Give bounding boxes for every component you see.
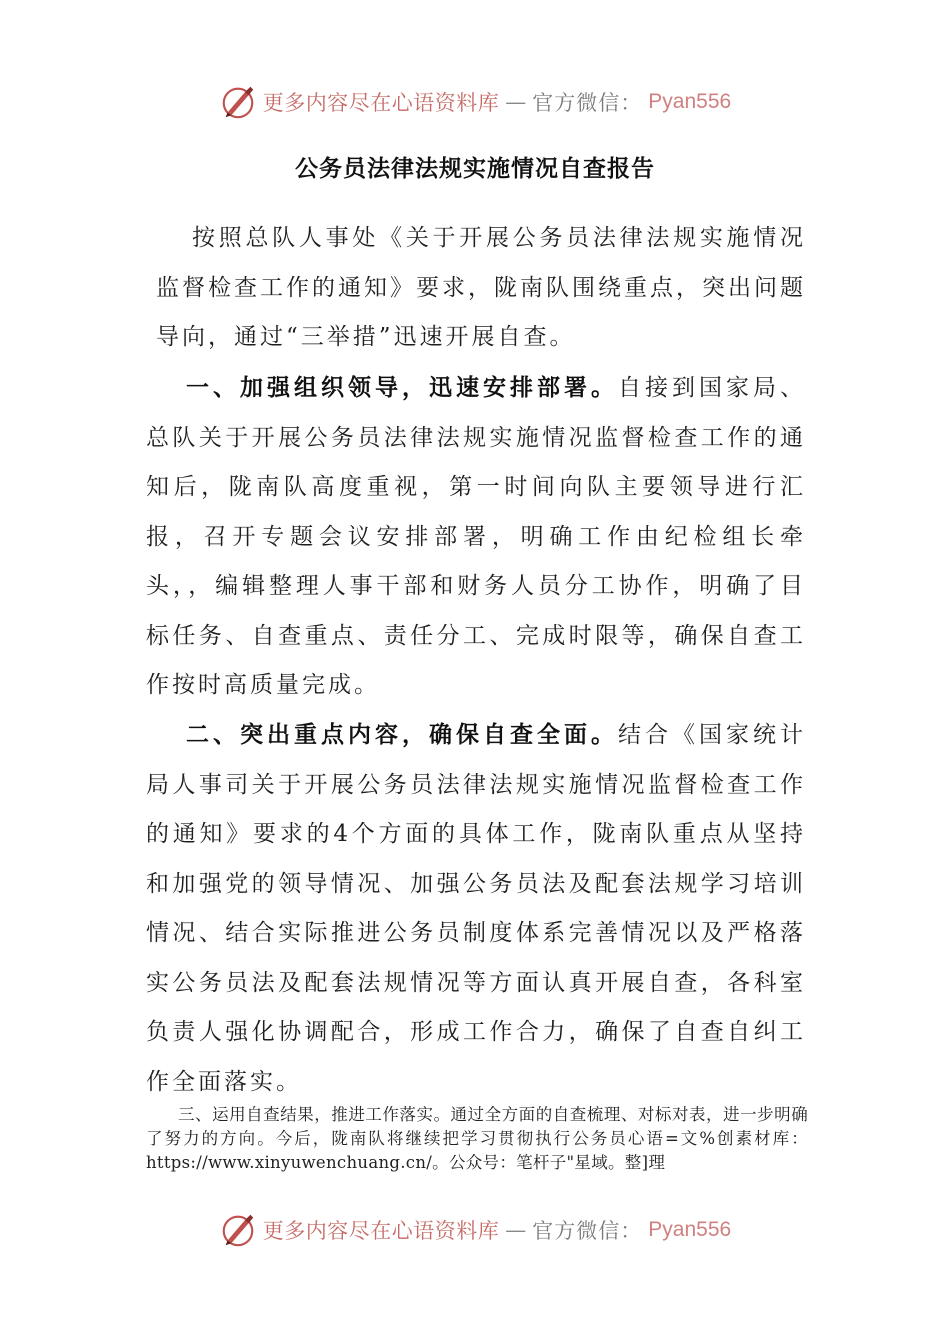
banner-dash: — [505,1218,527,1242]
banner-wechat-id: Pyan556 [648,90,732,113]
section-1-paragraph [146,363,806,711]
pen-logo-icon [219,1211,257,1249]
section-2-paragraph [146,710,806,1107]
footer-banner [0,1208,950,1252]
section-1-text: 自接到国家局、总队关于开展公务员法律法规实施情况监督检查工作的通知后，陇南队高度重视，第一时间向队主要领导进行汇报，召开专题会议安排部署，明确工作由纪检组长牵头，，编辑整理人事干部和财务人员分工协作，明确了目标任务、自查重点、责任分工、完成时限等，确保自查工作按时高质量完成。 [146,375,806,698]
section-3-paragraph: 三、运用自查结果，推进工作落实。通过全方面的自查梳理、对标对表，进一步明确了努力的方向。今后，陇南队将继续把学习贯彻执行公务员心语=文%创素材库：https://www.xinyuwenchuang.cn/。公众号：笔杆子"星域。整]理 [146,1105,808,1172]
section-1-heading: 一、加强组织领导，迅速安排部署。 [186,374,618,401]
banner-wechat-label: 官方微信： [532,1219,643,1243]
section-2-heading: 二、突出重点内容，确保自查全面。 [186,721,618,748]
banner-wechat-label: 官方微信： [532,91,643,115]
banner-text: 更多内容尽在心语资料库 [262,91,500,115]
intro-paragraph: 按照总队人事处《关于开展公务员法律法规实施情况监督检查工作的通知》要求，陇南队围绕重点，突出问题导向，通过“三举措”迅速开展自查。 [156,225,806,350]
pen-logo-icon [219,83,257,121]
header-banner [0,80,950,124]
document-title: 公务员法律法规实施情况自查报告 [295,156,655,182]
section-2-text: 结合《国家统计局人事司关于开展公务员法律法规实施情况监督检查工作的通知》要求的4个方面的具体工作，陇南队重点从坚持和加强党的领导情况、加强公务员法及配套法规学习培训情况、结合实际推进公务员制度体系完善情况以及严格落实公务员法及配套法规情况等方面认真开展自查，各科室负责人强化协调配合，形成工作合力，确保了自查自纠工作全面落实。 [146,722,806,1095]
banner-wechat-id: Pyan556 [648,1218,732,1241]
banner-text: 更多内容尽在心语资料库 [262,1219,500,1243]
banner-dash: — [505,90,527,114]
